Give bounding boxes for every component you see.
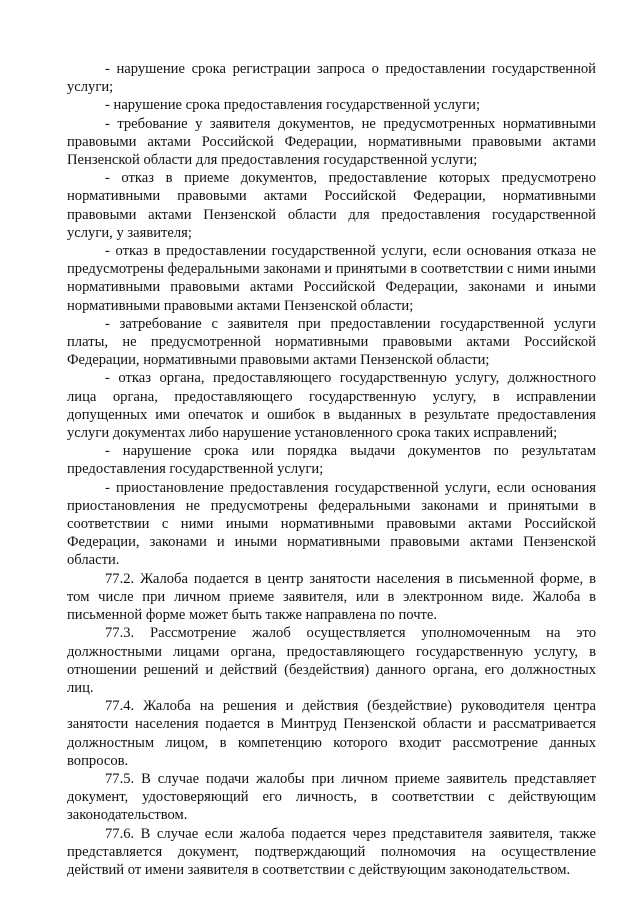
paragraph-77-6: 77.6. В случае если жалоба подается через представителя заявителя, также представляется документ, подтверждающий полномочия на осуществление действий от имени заявителя в соответствии с действующим законодательством. <box>67 825 596 878</box>
list-item-documents-requirement: - требование у заявителя документов, не предусмотренных нормативными правовыми актами Российской Федерации, нормативными правовыми актами Пензенской области для предоставления государственной услуги; <box>67 115 596 169</box>
list-item-service-deadline: - нарушение срока предоставления государственной услуги; <box>105 97 481 114</box>
list-item-refusal-to-provide: - отказ в предоставлении государственной услуги, если основания отказа не предусмотрены федеральными законами и принятыми в соответствии с ними иными нормативными правовыми актами Российской Федерации, законами и иными нормативными правовыми актами Пензенской области; <box>67 243 596 314</box>
paragraph-77-3: 77.3. Рассмотрение жалоб осуществляется уполномоченным на это должностными лицами органа, предоставляющего государственную услугу, в отношении решений и действий (бездействия) данного органа, его должностных лиц. <box>67 625 596 696</box>
paragraph-77-5: 77.5. В случае подачи жалобы при личном приеме заявитель представляет документ, удостоверяющий его личность, в соответствии с действующим законодательством. <box>67 770 596 824</box>
list-item-fee-demand: - затребование с заявителя при предоставлении государственной услуги платы, не предусмотренной нормативными правовыми актами Российской Федерации, нормативными правовыми актами Пензенской области; <box>67 315 596 369</box>
paragraph-77-4: 77.4. Жалоба на решения и действия (бездействие) руководителя центра занятости населения подается в Минтруд Пензенской области и рассматривается должностным лицом, в компетенцию которого входит рассмотрение данных вопросов. <box>67 698 596 769</box>
paragraph-77-2: 77.2. Жалоба подается в центр занятости населения в письменной форме, в том числе при личном приеме заявителя, или в электронном виде. Жалоба в письменной форме может быть также направлена по почте. <box>67 570 596 624</box>
document-page <box>67 60 596 879</box>
list-item-issuance-violation: - нарушение срока или порядка выдачи документов по результатам предоставления государственной услуги; <box>67 443 596 478</box>
list-item-suspension: - приостановление предоставления государственной услуги, если основания приостановления не предусмотрены федеральными законами и принятыми в соответствии с ними иными нормативными правовыми актами Российской Федерации, законами и иными нормативными правовыми актами Пензенской области. <box>67 479 596 569</box>
list-item-correction-refusal: - отказ органа, предоставляющего государственную услугу, должностного лица органа, предоставляющего государственную услугу, в исправлении допущенных ими опечаток и ошибок в выданных в результате предоставления услуги документах либо нарушение установленного срока таких исправлений; <box>67 370 596 442</box>
list-item-refusal-to-accept: - отказ в приеме документов, предоставление которых предусмотрено нормативными правовыми актами Российской Федерации, нормативными правовыми актами Пензенской области для предоставления государственной услуги, у заявителя; <box>67 170 596 241</box>
list-item-registration-deadline: - нарушение срока регистрации запроса о предоставлении государственной услуги; <box>67 61 596 96</box>
